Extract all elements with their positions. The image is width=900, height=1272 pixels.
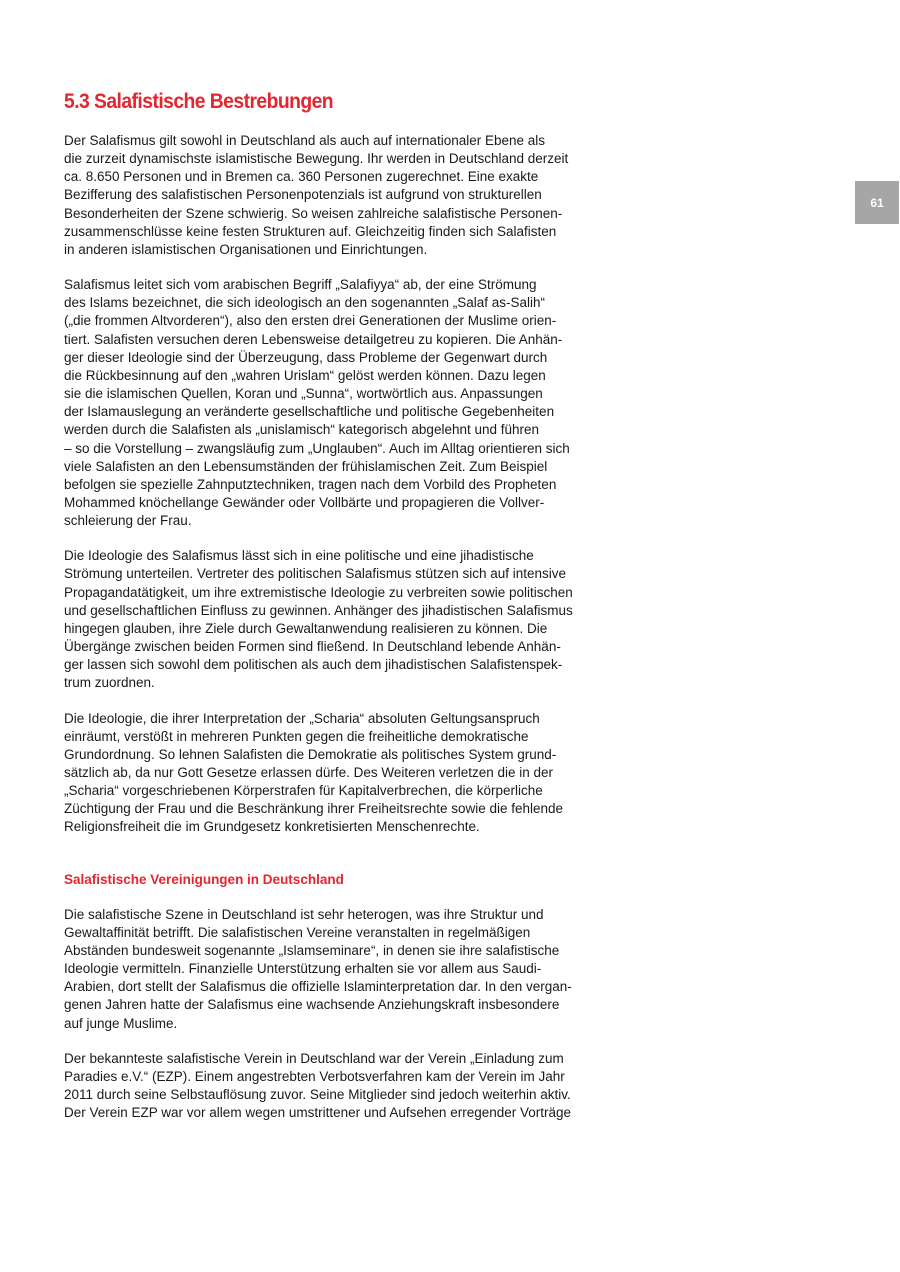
text-line: trum zuordnen. [64,675,155,691]
text-line: zusammenschlüsse keine festen Strukturen auf. Gleichzeitig finden sich Salafisten [64,223,557,239]
paragraph-group-2 [64,906,614,1123]
text-line: ca. 8.650 Personen und in Bremen ca. 360 Personen zugerechnet. Eine exakte [64,169,539,185]
page-number-tab [855,181,899,224]
text-line: befolgen sie spezielle Zahnputztechniken, tragen nach dem Vorbild des Propheten [64,476,557,492]
paragraph-group-1 [64,132,614,837]
text-line: ger lassen sich sowohl dem politischen als auch dem jihadistischen Salafistenspek- [64,657,563,673]
text-line: Religionsfreiheit die im Grundgesetz konkretisierten Menschenrechte. [64,819,480,835]
text-line: Ideologie vermitteln. Finanzielle Unterstützung erhalten sie vor allem aus Saudi- [64,961,542,977]
text-line: Grundordnung. So lehnen Salafisten die Demokratie als politisches System grund- [64,746,557,762]
text-line: der Islamauslegung an veränderte gesellschaftliche und politische Gegebenheiten [64,404,555,420]
text-line: sie die islamischen Quellen, Koran und „Sunna“, wortwörtlich aus. Anpassungen [64,386,543,402]
text-line: auf junge Muslime. [64,1015,178,1031]
text-line: Übergänge zwischen beiden Formen sind fließend. In Deutschland lebende Anhän- [64,639,561,655]
text-line: Die Ideologie des Salafismus lässt sich in eine politische und eine jihadistische [64,548,534,564]
text-line: die Rückbesinnung auf den „wahren Urislam“ gelöst werden können. Dazu legen [64,367,546,383]
section-heading: 5.3 Salafistische Bestrebungen [64,90,334,113]
text-line: in anderen islamistischen Organisationen und Einrichtungen. [64,241,428,257]
paragraph [64,906,614,1033]
text-line: 2011 durch seine Selbstauflösung zuvor. Seine Mitglieder sind jedoch weiterhin aktiv. [64,1087,571,1103]
paragraph [64,547,614,692]
text-line: Paradies e.V.“ (EZP). Einem angestrebten Verbotsverfahren kam der Verein im Jahr [64,1068,565,1084]
text-line: Der bekannteste salafistische Verein in Deutschland war der Verein „Einladung zum [64,1050,564,1066]
text-line: die zurzeit dynamischste islamistische Bewegung. Ihr werden in Deutschland derzeit [64,151,569,167]
text-line: viele Salafisten an den Lebensumständen der frühislamischen Zeit. Zum Beispiel [64,458,548,474]
paragraph [64,276,614,530]
text-line: „Scharia“ vorgeschriebenen Körperstrafen für Kapitalverbrechen, die körperliche [64,783,543,799]
text-line: Abständen bundesweit sogenannte „Islamseminare“, in denen sie ihre salafistische [64,942,560,958]
text-line: Strömung unterteilen. Vertreter des politischen Salafismus stützen sich auf intensive [64,566,567,582]
text-line: Die Ideologie, die ihrer Interpretation der „Scharia“ absoluten Geltungsanspruch [64,710,540,726]
text-line: und gesellschaftlichen Einfluss zu gewinnen. Anhänger des jihadistischen Salafismus [64,602,573,618]
text-line: Die salafistische Szene in Deutschland ist sehr heterogen, was ihre Struktur und [64,906,544,922]
paragraph [64,1050,614,1123]
text-line: Der Salafismus gilt sowohl in Deutschland als auch auf internationaler Ebene als [64,133,546,148]
text-line: sätzlich ab, da nur Gott Gesetze erlassen dürfe. Des Weiteren verletzen die in der [64,765,553,780]
text-line: Der Verein EZP war vor allem wegen umstrittener und Aufsehen erregender Vorträge [64,1105,572,1121]
paragraph [64,132,614,259]
text-line: Propagandatätigkeit, um ihre extremistische Ideologie zu verbreiten sowie politischen [64,584,573,600]
text-line: Arabien, dort stellt der Salafismus die offizielle Islaminterpretation dar. In den vergan- [64,979,572,995]
text-line: Besonderheiten der Szene schwierig. So weisen zahlreiche salafistische Personen- [64,205,563,221]
page-number: 61 [870,195,884,210]
text-line: Salafismus leitet sich vom arabischen Begriff „Salafiyya“ ab, der eine Strömung [64,277,537,293]
text-line: Mohammed knöchellange Gewänder oder Vollbärte und propagieren die Vollver- [64,494,545,510]
text-line: Züchtigung der Frau und die Beschränkung ihrer Freiheitsrechte sowie die fehlende [64,801,564,817]
text-line: des Islams bezeichnet, die sich ideologisch an den sogenannten „Salaf as-Salih“ [64,295,546,311]
text-line: hingegen glauben, ihre Ziele durch Gewaltanwendung realisieren zu können. Die [64,620,548,636]
text-line: („die frommen Altvorderen“), also den ersten drei Generationen der Muslime orien- [64,313,557,329]
text-line: schleierung der Frau. [64,513,192,529]
subsection-heading: Salafistische Vereinigungen in Deutschland [64,871,344,887]
text-line: genen Jahren hatte der Salafismus eine wachsende Anziehungskraft insbesondere [64,997,560,1013]
text-line: – so die Vorstellung – zwangsläufig zum „Unglauben“. Auch im Alltag orientieren sich [64,440,570,456]
text-line: werden durch die Salafisten als „unislamisch“ kategorisch abgelehnt und führen [64,422,540,438]
text-line: einräumt, verstößt in mehreren Punkten gegen die freiheitliche demokratische [64,728,529,744]
text-line: tiert. Salafisten versuchen deren Lebensweise detailgetreu zu kopieren. Die Anhän- [64,331,563,347]
document-body [64,88,614,1122]
paragraph [64,710,614,837]
text-line: Bezifferung des salafistischen Personenpotenzials ist aufgrund von strukturellen [64,187,542,203]
text-line: ger dieser Ideologie sind der Überzeugung, dass Probleme der Gegenwart durch [64,349,548,365]
text-line: Gewaltaffinität betrifft. Die salafistischen Vereine veranstalten in regelmäßigen [64,924,531,940]
